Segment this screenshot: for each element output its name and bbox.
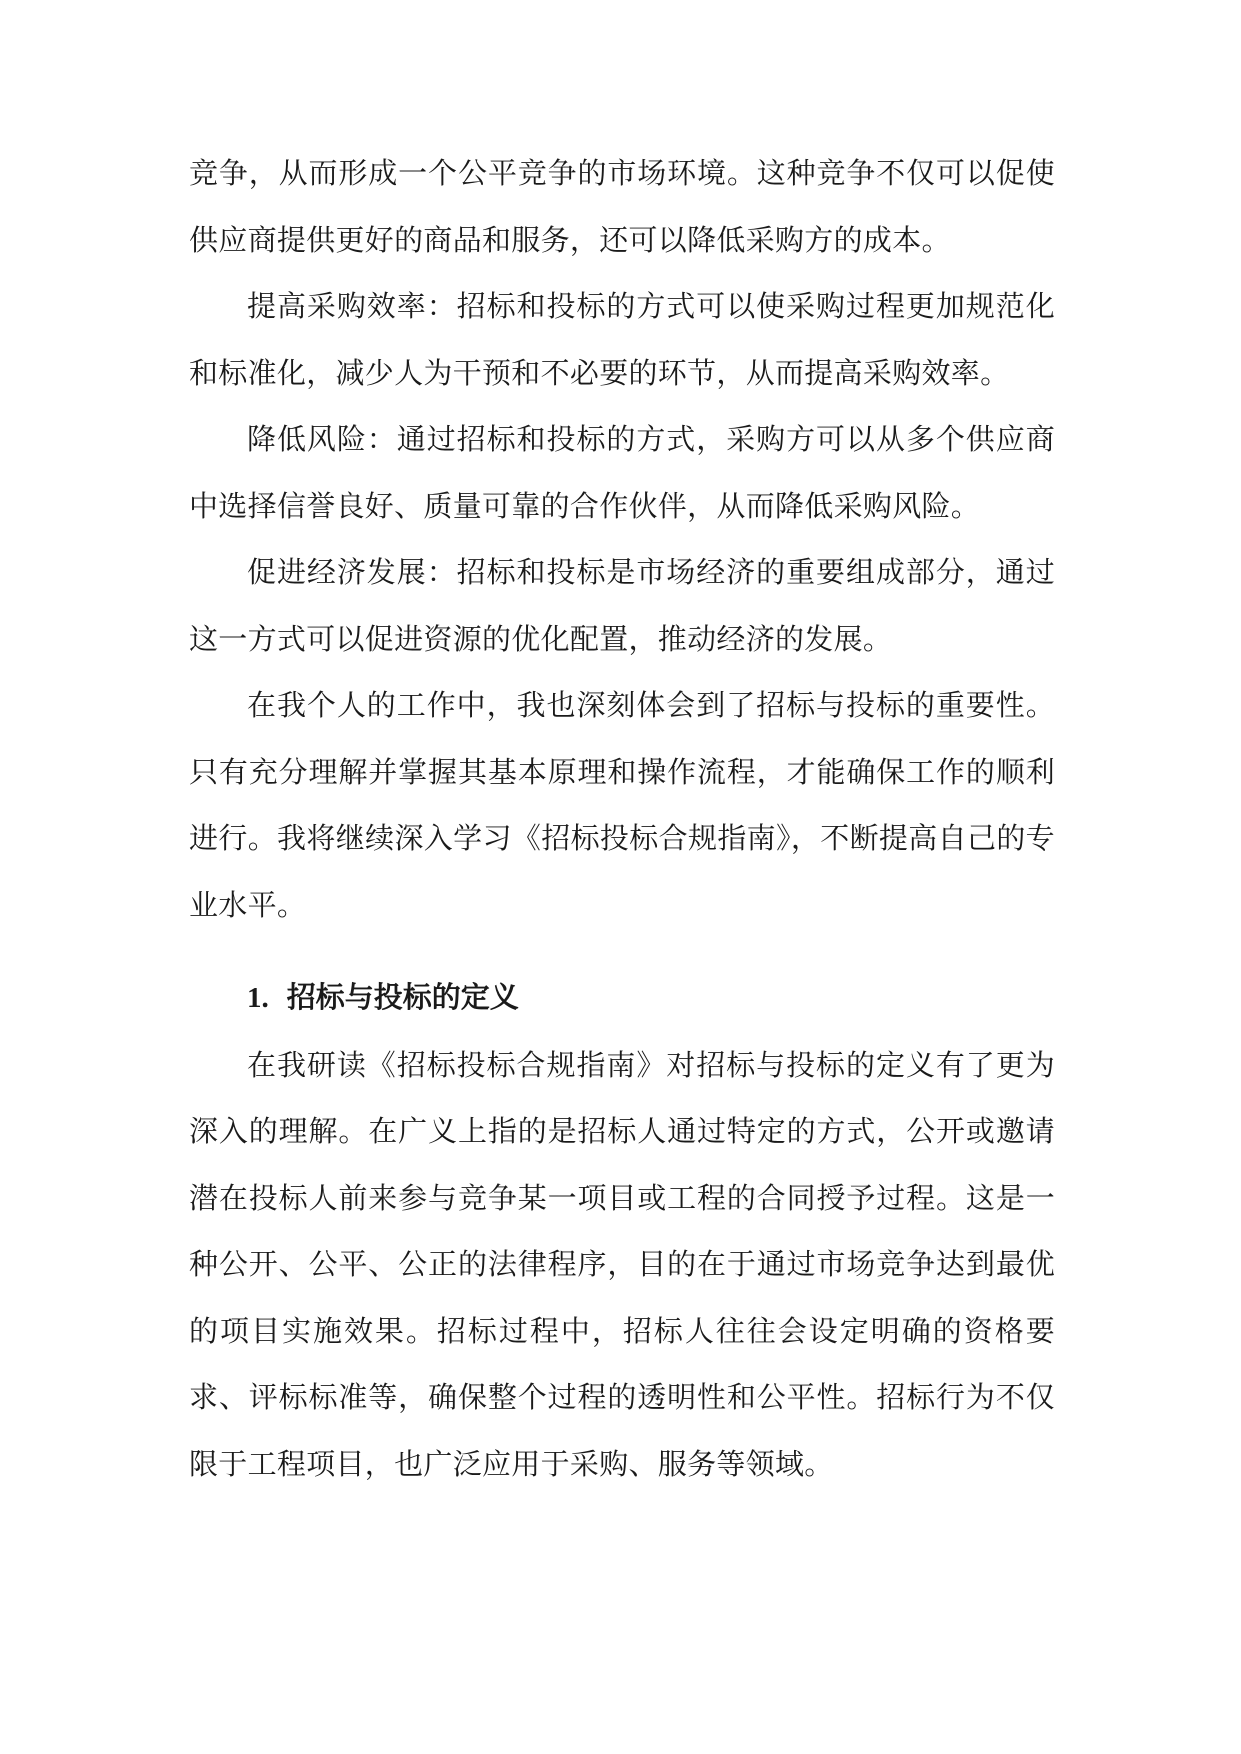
paragraph-risk: 降低风险：通过招标和投标的方式，采购方可以从多个供应商中选择信誉良好、质量可靠的合作伙伴，从而降低采购风险。 xyxy=(189,422,1055,523)
paragraph-continuation: 竞争，从而形成一个公平竞争的市场环境。这种竞争不仅可以促使供应商提供更好的商品和服务，还可以降低采购方的成本。 xyxy=(189,156,1055,257)
section-title: 招标与投标的定义 xyxy=(286,980,519,1014)
section-number: 1. xyxy=(247,982,269,1014)
paragraph-definition: 在我研读《招标投标合规指南》对招标与投标的定义有了更为深入的理解。在广义上指的是招标人通过特定的方式，公开或邀请潜在投标人前来参与竞争某一项目或工程的合同授予过程。这是一种公开、公平、公正的法律程序，目的在于通过市场竞争达到最优的项目实施效果。招标过程中，招标人往往会设定明确的资格要求、评标标准等，确保整个过程的透明性和公平性。招标行为不仅限于工程项目，也广泛应用于采购、服务等领域。 xyxy=(189,1047,1055,1481)
document-body xyxy=(189,140,1055,1497)
paragraph-economy: 促进经济发展：招标和投标是市场经济的重要组成部分，通过这一方式可以促进资源的优化配置，推动经济的发展。 xyxy=(189,555,1055,656)
section-heading xyxy=(189,964,1055,1032)
paragraph-efficiency: 提高采购效率：招标和投标的方式可以使采购过程更加规范化和标准化，减少人为干预和不必要的环节，从而提高采购效率。 xyxy=(189,289,1055,390)
paragraph-personal: 在我个人的工作中，我也深刻体会到了招标与投标的重要性。只有充分理解并掌握其基本原理和操作流程，才能确保工作的顺利进行。我将继续深入学习《招标投标合规指南》，不断提高自己的专业水平。 xyxy=(189,688,1055,922)
